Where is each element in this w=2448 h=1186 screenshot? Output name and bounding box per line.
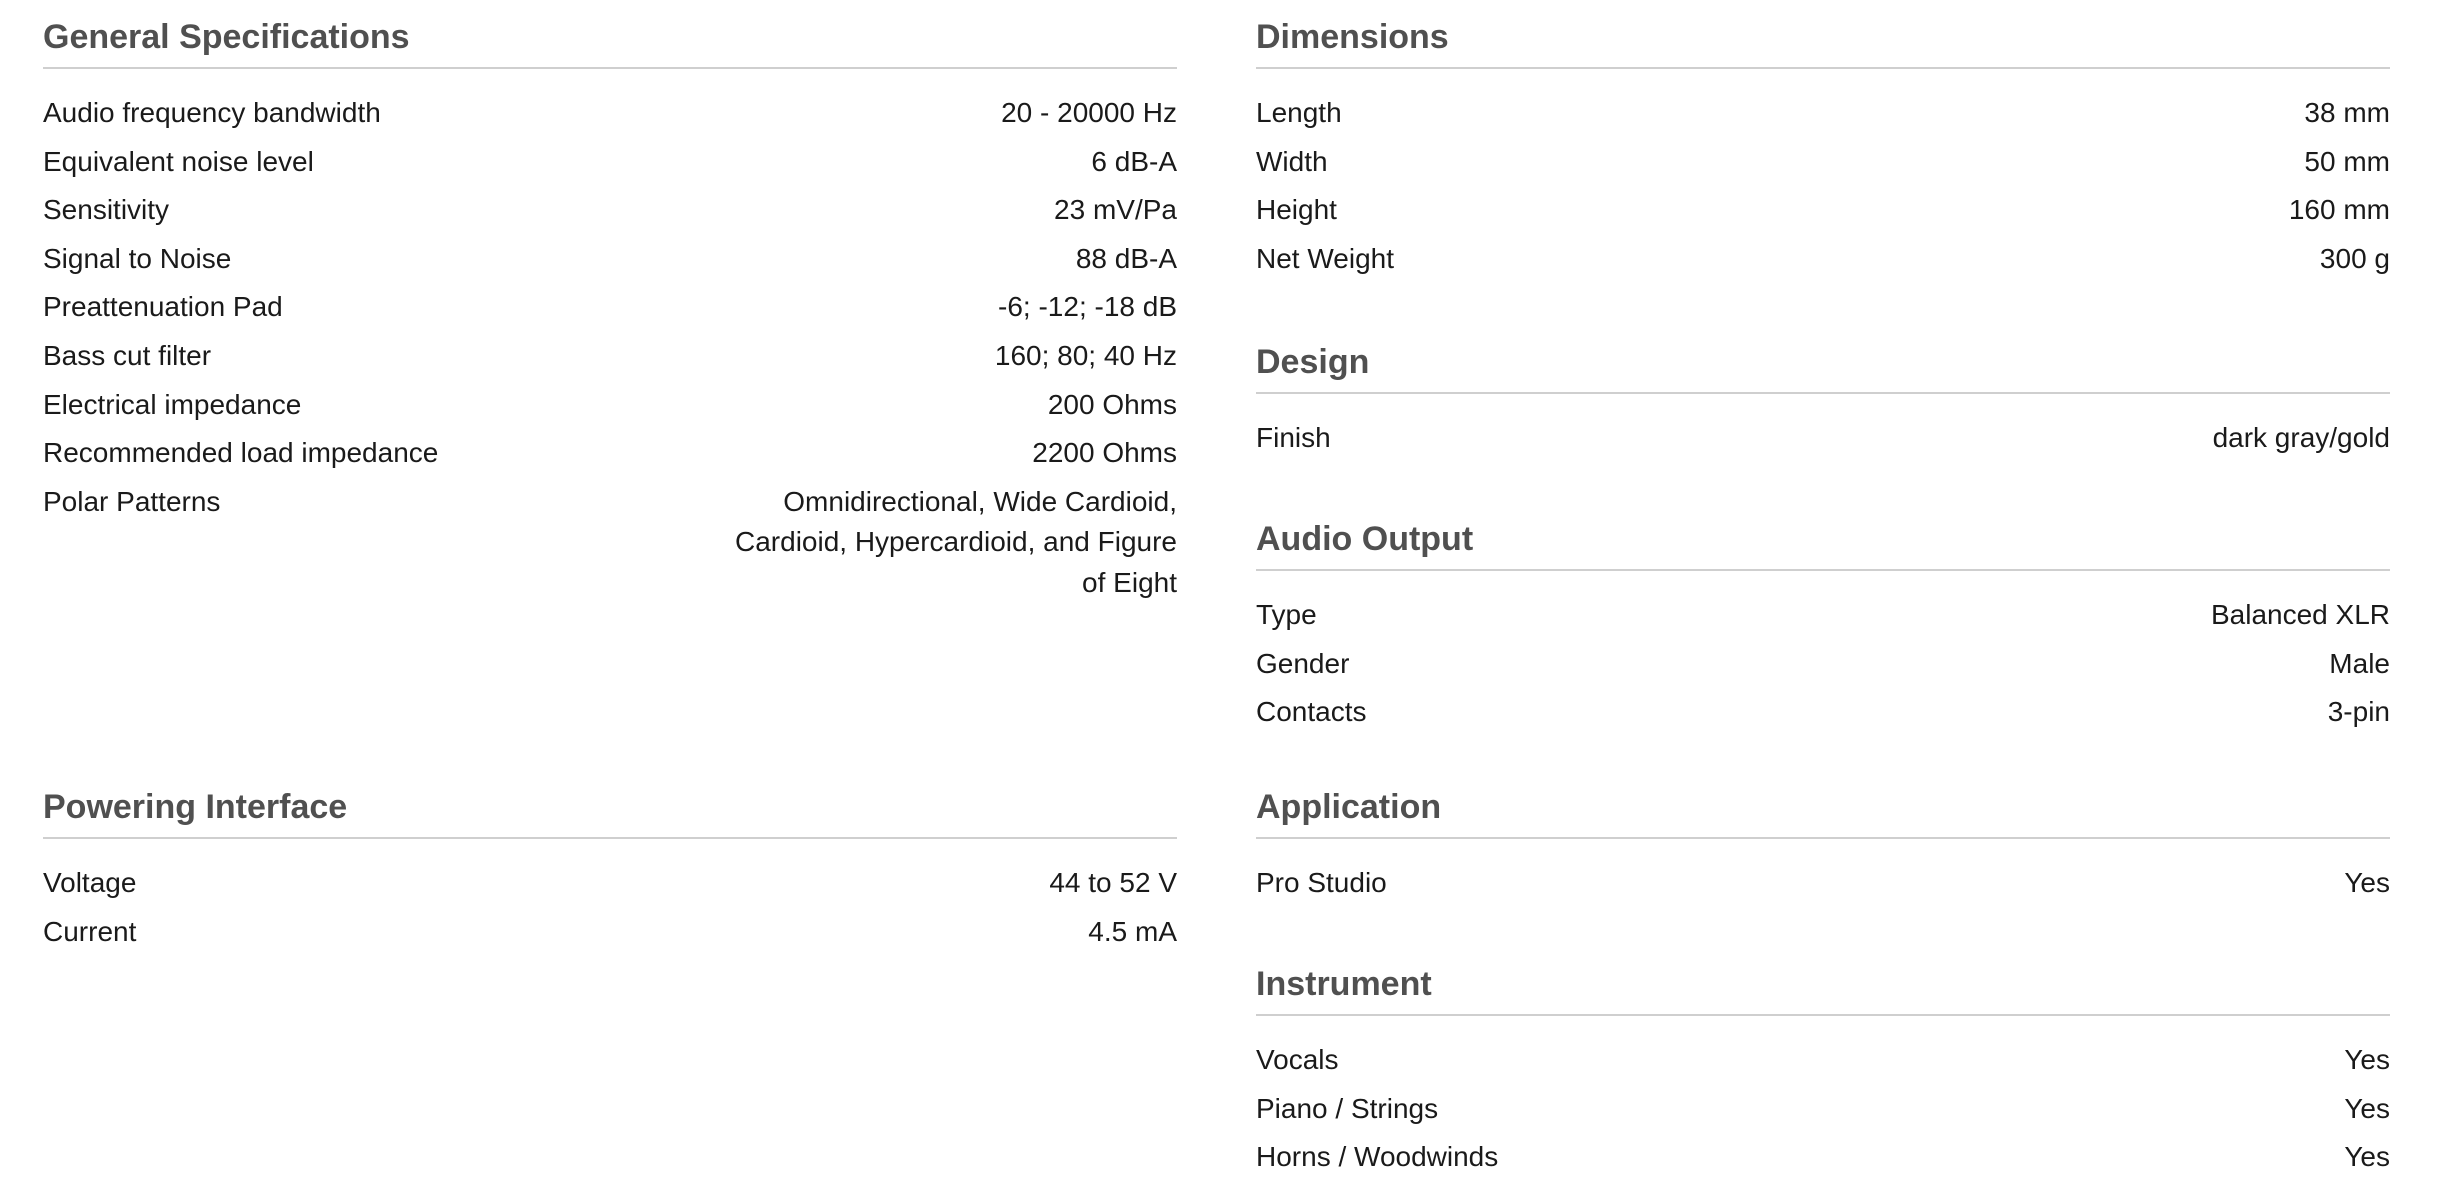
- spec-label: Gender: [1256, 647, 1350, 679]
- spec-row: [1256, 591, 2390, 640]
- spec-label: Polar Patterns: [43, 485, 221, 517]
- spec-value: Omnidirectional, Wide Cardioid, Cardioid, Hypercardioid, and Figure of Eight: [735, 485, 1177, 598]
- spec-value: 20 - 20000 Hz: [1001, 97, 1177, 128]
- spec-row: [43, 381, 1177, 430]
- spec-label: Voltage: [43, 867, 137, 898]
- spec-row: [1256, 414, 2390, 463]
- spec-label: Horns / Woodwinds: [1256, 1141, 1499, 1173]
- spec-value: Yes: [2344, 867, 2390, 898]
- spec-row: [43, 89, 1177, 138]
- spec-row: [1256, 688, 2390, 737]
- spec-label: Sensitivity: [43, 194, 170, 226]
- audio-output-section: [1256, 502, 2390, 737]
- spec-row: [43, 908, 1177, 957]
- spec-label: Signal to Noise: [43, 242, 232, 274]
- spec-value: 3-pin: [2327, 696, 2390, 728]
- section-title: Design: [1256, 325, 2390, 394]
- spec-row: [43, 138, 1177, 187]
- spec-row: [43, 478, 1177, 604]
- spec-value: Yes: [2344, 1141, 2390, 1173]
- spec-value: 300 g: [2319, 242, 2390, 274]
- spec-label: Audio frequency bandwidth: [43, 97, 381, 128]
- spec-label: Preattenuation Pad: [43, 291, 283, 323]
- spec-row: [1256, 640, 2390, 689]
- spec-list: [43, 839, 1177, 956]
- spec-label: Height: [1256, 194, 1337, 226]
- spec-row: [1256, 1036, 2390, 1085]
- spec-value: Yes: [2344, 1092, 2390, 1124]
- spec-value: 38 mm: [2304, 97, 2390, 128]
- instrument-section: [1256, 947, 2390, 1182]
- spec-value: dark gray/gold: [2212, 422, 2390, 453]
- spec-row: [1256, 89, 2390, 138]
- spec-value: 200 Ohms: [1047, 388, 1177, 420]
- spec-list: [1256, 839, 2390, 908]
- spec-label: Net Weight: [1256, 242, 1394, 274]
- section-title: Powering Interface: [43, 770, 1177, 839]
- spec-row: [43, 332, 1177, 381]
- spec-row: [43, 429, 1177, 478]
- spec-value: -6; -12; -18 dB: [998, 291, 1177, 323]
- section-title: Audio Output: [1256, 502, 2390, 571]
- spec-label: Recommended load impedance: [43, 437, 439, 469]
- spec-value: 88 dB-A: [1075, 242, 1177, 274]
- section-title: General Specifications: [43, 0, 1177, 69]
- spec-row: [1256, 1085, 2390, 1134]
- spec-row: [43, 235, 1177, 284]
- spec-value: 50 mm: [2304, 145, 2390, 177]
- spec-row: [1256, 186, 2390, 235]
- spec-label: Finish: [1256, 422, 1331, 453]
- spec-label: Type: [1256, 599, 1317, 630]
- spec-list: [43, 69, 1177, 603]
- general-specifications-section: [43, 0, 1177, 603]
- spec-label: Length: [1256, 97, 1342, 128]
- spec-row: [43, 283, 1177, 332]
- dimensions-section: [1256, 0, 2390, 283]
- spec-list: [1256, 571, 2390, 737]
- spec-value: 4.5 mA: [1088, 915, 1177, 947]
- spec-value: Male: [2329, 647, 2390, 679]
- spec-label: Bass cut filter: [43, 339, 212, 371]
- spec-value: Yes: [2344, 1044, 2390, 1075]
- spec-row: [1256, 859, 2390, 908]
- spec-list: [1256, 69, 2390, 283]
- spec-row: [1256, 138, 2390, 187]
- spec-row: [1256, 235, 2390, 284]
- spec-value: 160 mm: [2288, 194, 2390, 226]
- spec-row: [43, 186, 1177, 235]
- spec-value: 23 mV/Pa: [1054, 194, 1177, 226]
- design-section: [1256, 325, 2390, 463]
- spec-label: Contacts: [1256, 696, 1367, 728]
- spec-list: [1256, 394, 2390, 463]
- spec-value: 2200 Ohms: [1032, 437, 1177, 469]
- spec-label: Pro Studio: [1256, 867, 1387, 898]
- application-section: [1256, 770, 2390, 908]
- spec-label: Equivalent noise level: [43, 145, 314, 177]
- section-title: Application: [1256, 770, 2390, 839]
- spec-label: Current: [43, 915, 137, 947]
- spec-label: Vocals: [1256, 1044, 1339, 1075]
- spec-row: [43, 859, 1177, 908]
- spec-label: Piano / Strings: [1256, 1092, 1439, 1124]
- spec-label: Electrical impedance: [43, 388, 302, 420]
- section-title: Instrument: [1256, 947, 2390, 1016]
- powering-interface-section: [43, 770, 1177, 956]
- spec-list: [1256, 1016, 2390, 1182]
- spec-row: [1256, 1133, 2390, 1182]
- spec-value: 160; 80; 40 Hz: [994, 339, 1177, 371]
- section-title: Dimensions: [1256, 0, 2390, 69]
- spec-value: 6 dB-A: [1091, 145, 1177, 177]
- spec-label: Width: [1256, 145, 1328, 177]
- spec-value: Balanced XLR: [2210, 599, 2390, 630]
- spec-value: 44 to 52 V: [1049, 867, 1177, 898]
